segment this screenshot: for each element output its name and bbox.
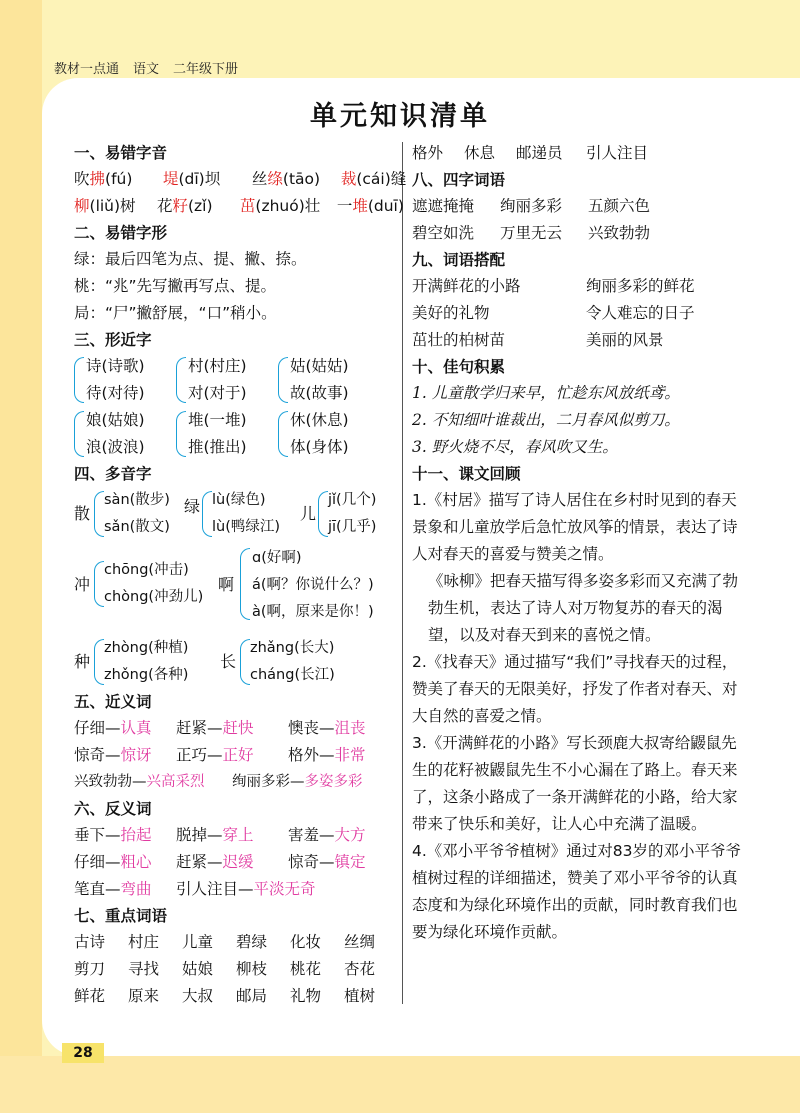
quote-line: 2. 不知细叶谁裁出，二月春风似剪刀。 [412,411,680,429]
similar-char-group: 娘(姑娘) 浪(波浪) 堆(一堆) 推(推出) 休(休息) 体(身体) [74,407,398,461]
brace [318,491,328,537]
pinyin-row [74,166,407,193]
brace [74,411,84,457]
brace [240,548,250,620]
polyphone-group: 种 zhòng(种植) zhǒng(各种) 长 zhǎng(长大) cháng(长江) [74,640,335,683]
column-divider [402,142,403,1004]
brace [94,639,104,685]
word-row: 鲜花 原来 大叔 邮局 礼物 植树 [74,987,376,1005]
brace [74,357,84,403]
brace [94,491,104,537]
word: 柳(liǔ)树 [74,197,136,215]
similar-char-group: 诗(诗歌) 待(对待) 村(村庄) 对(对于) 姑(姑姑) 故(故事) [74,353,398,407]
review-paragraph: 1.《村居》描写了诗人居住在乡村时见到的春天景象和儿童放学后急忙放风筝的情景，表达了诗人对春天的喜爱与赞美之情。 [412,491,738,563]
bottom-band [0,1056,800,1113]
word: 一堆(duī) [336,197,404,215]
pinyin-row [74,193,404,220]
section-title: 六、反义词 [74,800,152,818]
word-row: 古诗 村庄 儿童 碧绿 化妆 丝绸 [74,933,376,951]
left-column [74,140,407,1010]
brace [240,639,250,685]
word-pair-row: 垂下—抬起 脱掉—穿上 害羞—大方 [74,826,366,844]
word-row: 剪刀 寻找 姑娘 柳枝 桃花 杏花 [74,960,376,978]
header-book: 教材一点通 [54,62,120,77]
polyphone-group: 冲 chōng(冲击) chòng(冲劲儿) 啊 ɑ(好啊) á(啊？你说什么？) à(啊，原来是你！) [74,550,374,620]
review-paragraph: 4.《邓小平爷爷植树》通过对83岁的邓小平爷爷植树过程的详细描述，赞美了邓小平爷爷的认真态度和为绿化环境作出的贡献，同时教育我们也要为绿化环境作贡献。 [412,842,742,941]
word-pair-row: 惊奇—惊讶 正巧—正好 格外—非常 [74,746,366,764]
word: 茁(zhuó)壮 [239,197,321,215]
text-line: 桃：“兆”先写撇再写点、提。 [74,277,277,295]
word-row: 遮遮掩掩 绚丽多彩 五颜六色 [412,197,651,215]
section-title: 十、佳句积累 [412,358,506,376]
brace [176,411,186,457]
word-row: 碧空如洗 万里无云 兴致勃勃 [412,224,651,242]
review-paragraph: 2.《找春天》通过描写“我们”寻找春天的过程，赞美了春天的无限美好，抒发了作者对春天、对大自然的喜爱之情。 [412,653,738,725]
word: 吹拂(fú) [74,170,133,188]
header-subject: 语文 [133,62,160,77]
section-title: 九、词语搭配 [412,251,506,269]
word-pair-row: 兴致勃勃—兴高采烈 绚丽多彩—多姿多彩 [74,774,363,790]
section-title: 三、形近字 [74,331,152,349]
text-line: 局：“尸”撇舒展，“口”稍小。 [74,304,277,322]
polyphone-group: 散 sàn(散步) sǎn(散文) 绿 lù(绿色) lù(鸭绿江) 儿 jǐ(几个) jī(几乎) [74,492,377,535]
section-title: 十一、课文回顾 [412,465,521,483]
page-title: 单元知识清单 [310,101,490,132]
right-column [412,140,742,946]
collocation-row: 美好的礼物 令人难忘的日子 [412,304,695,322]
section-title: 二、易错字形 [74,224,168,242]
text-line: 绿：最后四笔为点、提、撇、捺。 [74,250,307,268]
word: 堤(dī)坝 [162,170,221,188]
brace [278,357,288,403]
brace [176,357,186,403]
header-grade: 二年级下册 [173,62,239,77]
section-title: 五、近义词 [74,693,152,711]
word: 丝绦(tāo) [251,170,321,188]
quote-line: 3. 野火烧不尽，春风吹又生。 [412,438,618,456]
section-title: 四、多音字 [74,465,152,483]
left-stripe [0,0,42,1113]
page-number: 28 [62,1043,104,1063]
word-pair-row: 仔细—粗心 赶紧—迟缓 惊奇—镇定 [74,853,366,871]
collocation-row: 开满鲜花的小路 绚丽多彩的鲜花 [412,277,695,295]
review-paragraph: 《咏柳》把春天描写得多姿多彩而又充满了勃勃生机，表达了诗人对万物复苏的春天的渴望，以及对春天到来的喜悦之情。 [428,572,739,644]
brace [94,561,104,607]
section-title: 七、重点词语 [74,907,168,925]
quote-line: 1. 儿童散学归来早，忙趁东风放纸鸢。 [412,384,680,402]
review-paragraph: 3.《开满鲜花的小路》写长颈鹿大叔寄给鼹鼠先生的花籽被鼹鼠先生不小心漏在了路上。春天来了，这条小路成了一条开满鲜花的小路，给大家带来了快乐和美好，让人心中充满了温暖。 [412,734,738,833]
brace [278,411,288,457]
word: 花籽(zǐ) [156,197,213,215]
word-row: 格外 休息 邮递员 引人注目 [412,144,649,162]
running-header [54,58,252,77]
brace [202,491,212,537]
word-pair-row: 仔细—认真 赶紧—赶快 懊丧—沮丧 [74,719,366,737]
collocation-row: 茁壮的柏树苗 美丽的风景 [412,331,664,349]
word-pair-row: 笔直—弯曲 引人注目—平淡无奇 [74,880,316,898]
word: 裁(cái)缝 [340,170,407,188]
section-title: 八、四字词语 [412,171,506,189]
section-title: 一、易错字音 [74,144,168,162]
